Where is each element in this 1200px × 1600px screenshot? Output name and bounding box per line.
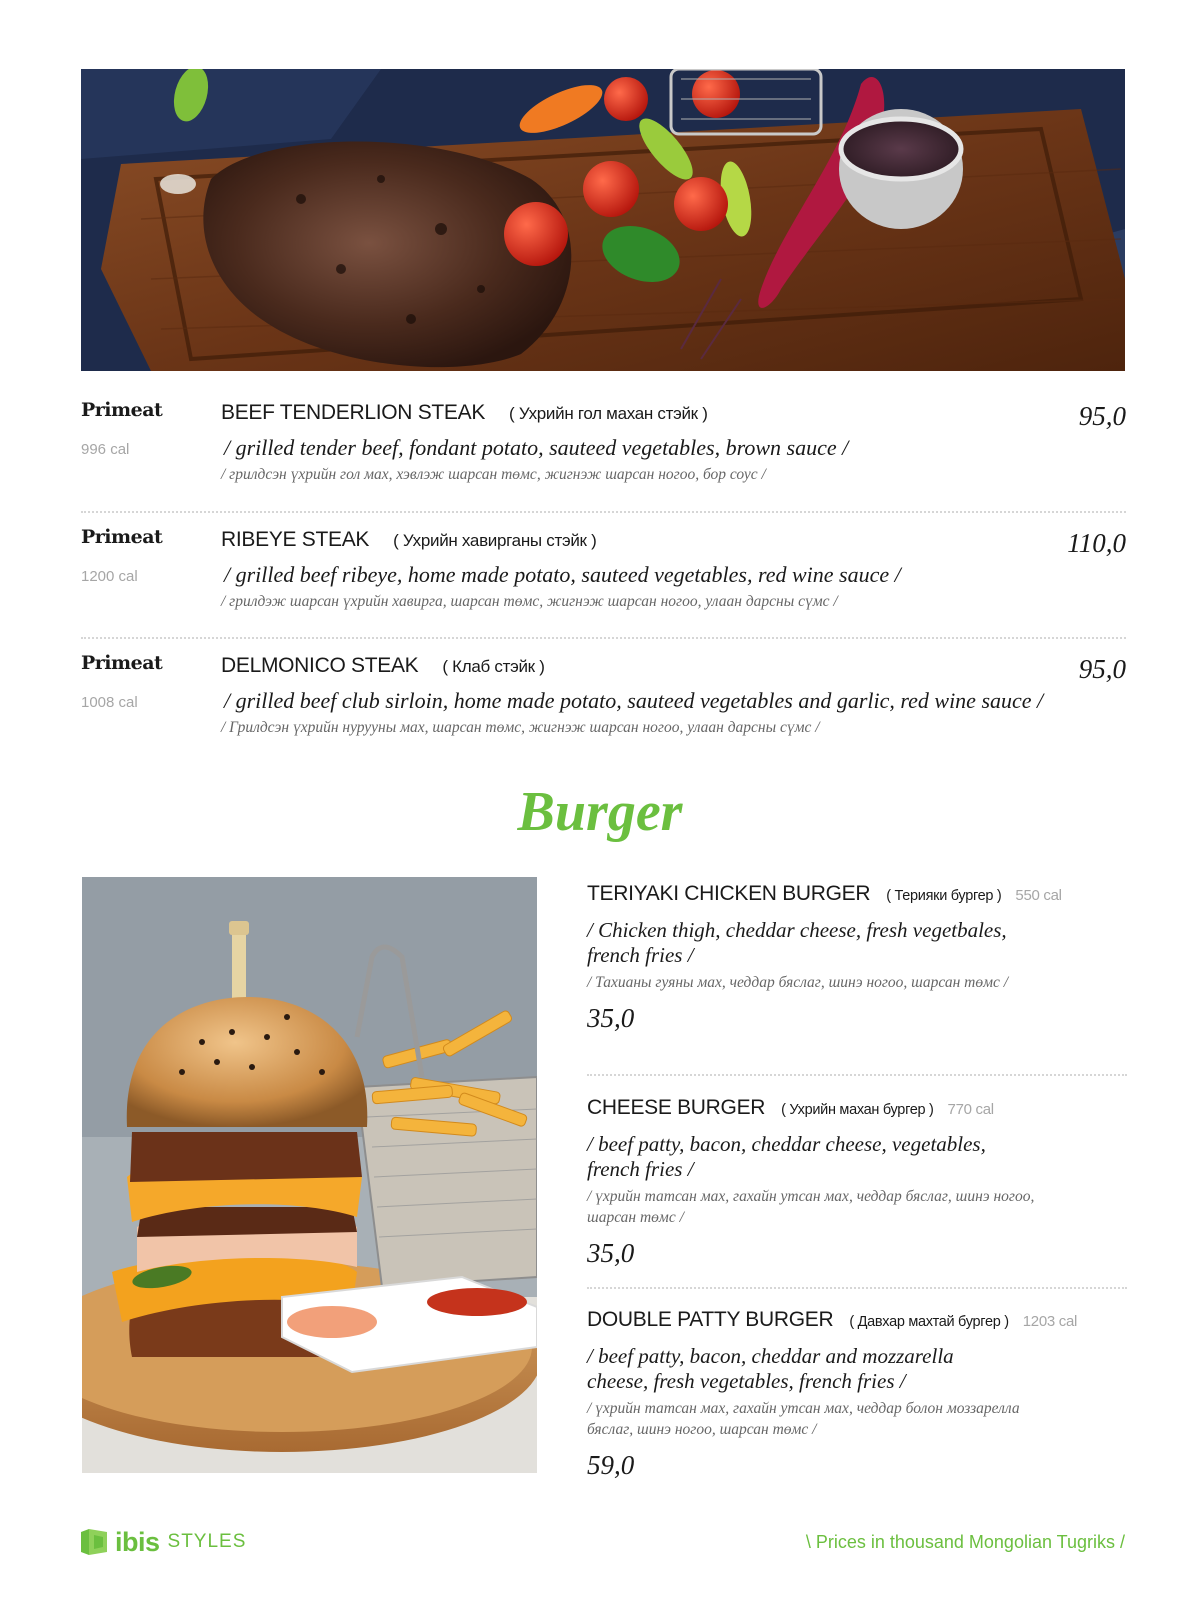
description-en: / grilled beef ribeye, home made potato, sauteed vegetables, red wine sauce / xyxy=(224,562,901,587)
description-mn: / Тахианы гуяны мах, чеддар бяслаг, шинэ ногоо, шарсан төмс / xyxy=(587,974,1009,991)
dish-name-en: TERIYAKI CHICKEN BURGER xyxy=(587,882,871,905)
description-en: / grilled beef club sirloin, home made potato, sauteed vegetables and garlic, red wine sauce / xyxy=(224,688,1044,713)
dish-name-en: RIBEYE STEAK xyxy=(221,528,370,551)
divider xyxy=(81,637,1126,639)
dish-name-en: DELMONICO STEAK xyxy=(221,654,419,677)
calorie-label: 770 cal xyxy=(947,1101,994,1118)
dish-name-en: CHEESE BURGER xyxy=(587,1096,766,1119)
price: 35,0 xyxy=(587,1238,635,1268)
menu-item xyxy=(81,652,1126,772)
description-en: / beef patty, bacon, cheddar and mozzarella cheese, fresh vegetables, french fries / xyxy=(587,1344,954,1393)
dish-name-en: BEEF TENDERLION STEAK xyxy=(221,401,486,424)
divider xyxy=(587,1287,1127,1289)
description-mn: / үхрийн татсан мах, гахайн утсан мах, чеддар бяслаг, шинэ ногоо, шарсан төмс / xyxy=(587,1188,1035,1226)
menu-item xyxy=(81,526,1126,646)
logo-subtitle: STYLES xyxy=(167,1531,247,1552)
calorie-label: 1203 cal xyxy=(1022,1313,1078,1330)
steak-photo xyxy=(81,69,1125,371)
dish-name-en: DOUBLE PATTY BURGER xyxy=(587,1308,834,1331)
menu-item xyxy=(587,882,1127,1034)
dish-name-mn: ( Давхар махтай бургер ) xyxy=(849,1314,1009,1330)
price: 110,0 xyxy=(1067,528,1126,558)
divider xyxy=(81,511,1126,513)
dish-name xyxy=(587,1308,1127,1332)
description-en: / beef patty, bacon, cheddar cheese, vegetables, french fries / xyxy=(587,1132,986,1181)
price: 95,0 xyxy=(1078,401,1126,431)
dish-name xyxy=(587,882,1127,906)
brand-label: Primeat xyxy=(81,652,163,674)
calorie-label: 1200 cal xyxy=(81,568,138,585)
calorie-label: 996 cal xyxy=(81,441,130,458)
dish-name xyxy=(221,654,545,678)
burger-photo xyxy=(82,877,537,1473)
dish-name xyxy=(587,1096,1127,1120)
price-note: \ Prices in thousand Mongolian Tugriks / xyxy=(805,1532,1125,1552)
dish-name-mn: ( Ухрийн гол махан стэйк ) xyxy=(509,404,708,423)
dish-name-mn: ( Терияки бургер ) xyxy=(886,888,1002,904)
dish-name-mn: ( Ухрийн хавирганы стэйк ) xyxy=(393,531,597,550)
calorie-label: 1008 cal xyxy=(81,694,138,711)
dish-name-mn: ( Клаб стэйк ) xyxy=(442,657,545,676)
divider xyxy=(587,1074,1127,1076)
brand-label: Primeat xyxy=(81,399,163,421)
price: 59,0 xyxy=(587,1450,635,1480)
menu-item xyxy=(587,1308,1127,1481)
description-mn: / грилдэж шарсан үхрийн хавирга, шарсан төмс, жигнэж шарсан ногоо, улаан дарсны сүмс / xyxy=(221,593,838,610)
ibis-styles-logo xyxy=(81,1527,246,1557)
description-mn: / Грилдсэн үхрийн нурууны мах, шарсан төмс, жигнэж шарсан ногоо, улаан дарсны сүмс / xyxy=(221,719,820,736)
menu-item xyxy=(81,399,1126,519)
section-title: Burger xyxy=(517,781,683,843)
menu-item xyxy=(587,1096,1127,1269)
description-en: / Chicken thigh, cheddar cheese, fresh vegetbales, french fries / xyxy=(587,918,1007,967)
description-mn: / үхрийн татсан мах, гахайн утсан мах, чеддар болон моззарелла бяслаг, шинэ ногоо, шарсан төмс / xyxy=(587,1400,1020,1438)
brand-label: Primeat xyxy=(81,526,163,548)
dish-name-mn: ( Ухрийн махан бургер ) xyxy=(781,1102,934,1118)
dish-name xyxy=(221,401,708,425)
leaf-icon xyxy=(81,1529,107,1555)
logo-wordmark: ibis xyxy=(115,1526,160,1557)
price: 95,0 xyxy=(1078,654,1126,684)
description-mn: / грилдсэн үхрийн гол мах, хэвлэж шарсан төмс, жигнэж шарсан ногоо, бор соус / xyxy=(221,466,766,483)
price: 35,0 xyxy=(587,1003,635,1033)
calorie-label: 550 cal xyxy=(1015,887,1062,904)
description-en: / grilled tender beef, fondant potato, sauteed vegetables, brown sauce / xyxy=(224,435,849,460)
dish-name xyxy=(221,528,596,552)
